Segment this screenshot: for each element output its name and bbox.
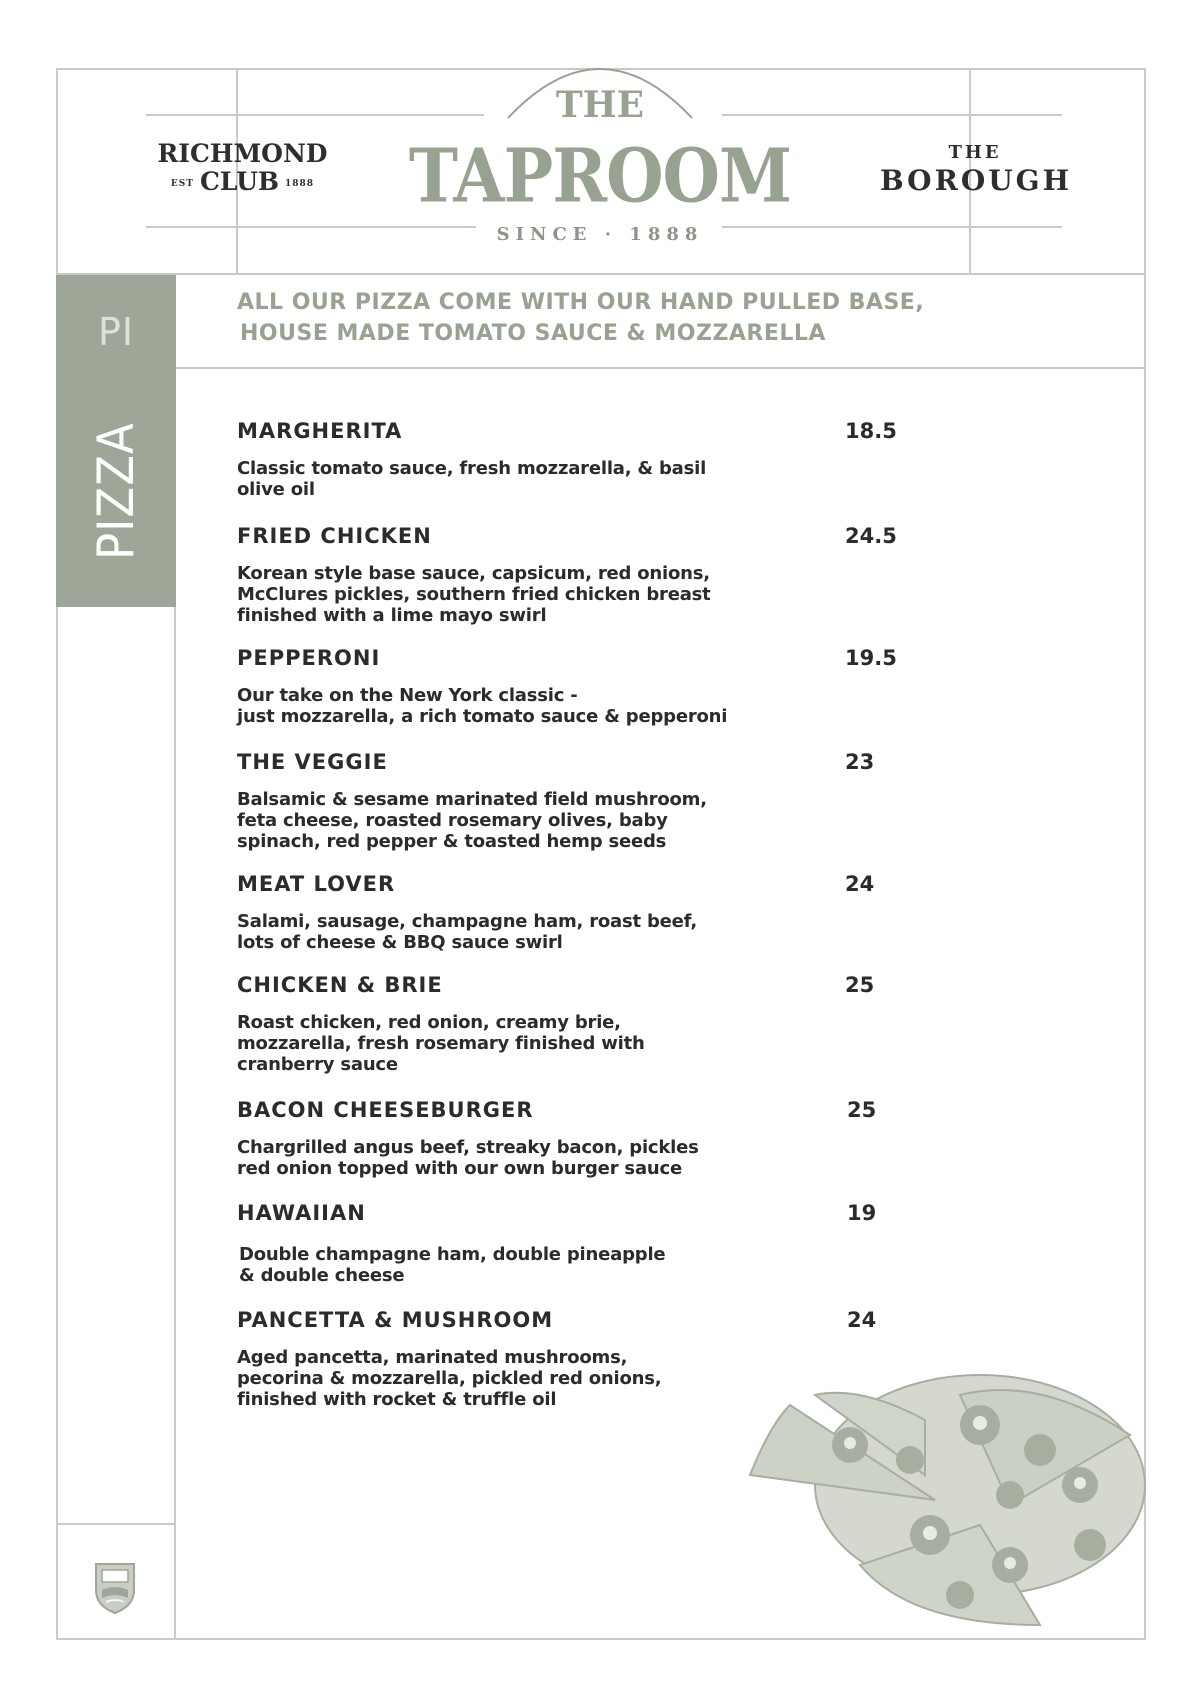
- menu-item-hawaiian: [237, 1200, 1077, 1286]
- item-price: 24: [847, 1308, 877, 1332]
- borough-name: BOROUGH: [880, 164, 1073, 197]
- taproom-since: SINCE · 1888: [496, 224, 704, 245]
- item-price: 19.5: [845, 646, 897, 670]
- item-name: FRIED CHICKEN: [237, 524, 432, 548]
- item-name: PEPPERONI: [237, 646, 381, 670]
- intro-line-2: HOUSE MADE TOMATO SAUCE & MOZZARELLA: [240, 321, 826, 346]
- year-label: 1888: [285, 178, 315, 189]
- item-name: MEAT LOVER: [237, 872, 396, 896]
- menu-item-margherita: [237, 418, 1077, 500]
- item-name: PANCETTA & MUSHROOM: [237, 1308, 554, 1332]
- item-description: Balsamic & sesame marinated field mushroom, feta cheese, roasted rosemary olives, baby spinach, red pepper & toasted hemp seeds: [237, 789, 707, 852]
- item-description: Korean style base sauce, capsicum, red onions, McClures pickles, southern fried chicken breast finished with a lime mayo swirl: [237, 563, 711, 626]
- section-code: PI: [97, 310, 135, 354]
- menu-item-the-veggie: [237, 749, 1077, 852]
- header-divider: [56, 273, 1146, 275]
- borough-logo: [880, 142, 1073, 198]
- item-description: Roast chicken, red onion, creamy brie, mozzarella, fresh rosemary finished with cranberry sauce: [237, 1012, 645, 1075]
- pizza-illustration: [710, 1365, 1150, 1635]
- item-name: MARGHERITA: [237, 419, 403, 443]
- richmond-label: RICHMOND: [157, 139, 328, 168]
- taproom-the: THE: [555, 84, 645, 126]
- item-price: 24.5: [845, 524, 897, 548]
- borough-the: THE: [948, 142, 1002, 163]
- item-description: Aged pancetta, marinated mushrooms, pecorina & mozzarella, pickled red onions, finished with rocket & truffle oil: [237, 1347, 662, 1410]
- item-description: Salami, sausage, champagne ham, roast beef, lots of cheese & BBQ sauce swirl: [237, 911, 697, 953]
- item-price: 24: [845, 872, 875, 896]
- taproom-name: TAPROOM: [408, 132, 792, 220]
- intro-text: [237, 287, 1117, 349]
- club-line: [155, 168, 330, 198]
- intro-divider: [176, 367, 1146, 369]
- item-description: Double champagne ham, double pineapple & double cheese: [239, 1244, 666, 1286]
- menu-item-meat-lover: [237, 871, 1077, 953]
- menu-item-pepperoni: [237, 645, 1077, 727]
- crest-icon: [92, 1560, 138, 1616]
- item-name: THE VEGGIE: [237, 750, 388, 774]
- club-label: CLUB: [199, 167, 280, 196]
- est-label: EST: [170, 178, 194, 189]
- item-description: Our take on the New York classic - just mozzarella, a rich tomato sauce & pepperoni: [237, 685, 728, 727]
- item-price: 25: [847, 1098, 877, 1122]
- item-price: 23: [845, 750, 875, 774]
- item-name: BACON CHEESEBURGER: [237, 1098, 534, 1122]
- item-description: Chargrilled angus beef, streaky bacon, pickles red onion topped with our own burger sauce: [237, 1137, 699, 1179]
- item-price: 18.5: [845, 419, 897, 443]
- menu-item-fried-chicken: [237, 523, 1077, 626]
- item-description: Classic tomato sauce, fresh mozzarella, & basil olive oil: [237, 458, 707, 500]
- item-price: 19: [847, 1201, 877, 1225]
- item-name: CHICKEN & BRIE: [237, 973, 443, 997]
- section-title: PIZZA: [87, 422, 145, 560]
- menu-item-bacon-cheeseburger: [237, 1097, 1077, 1179]
- item-name: HAWAIIAN: [237, 1201, 366, 1225]
- menu-item-chicken-brie: [237, 972, 1077, 1075]
- richmond-club-logo: [155, 140, 330, 198]
- item-price: 25: [845, 973, 875, 997]
- footer-divider: [56, 1523, 176, 1525]
- intro-line-1: ALL OUR PIZZA COME WITH OUR HAND PULLED BASE,: [237, 290, 925, 315]
